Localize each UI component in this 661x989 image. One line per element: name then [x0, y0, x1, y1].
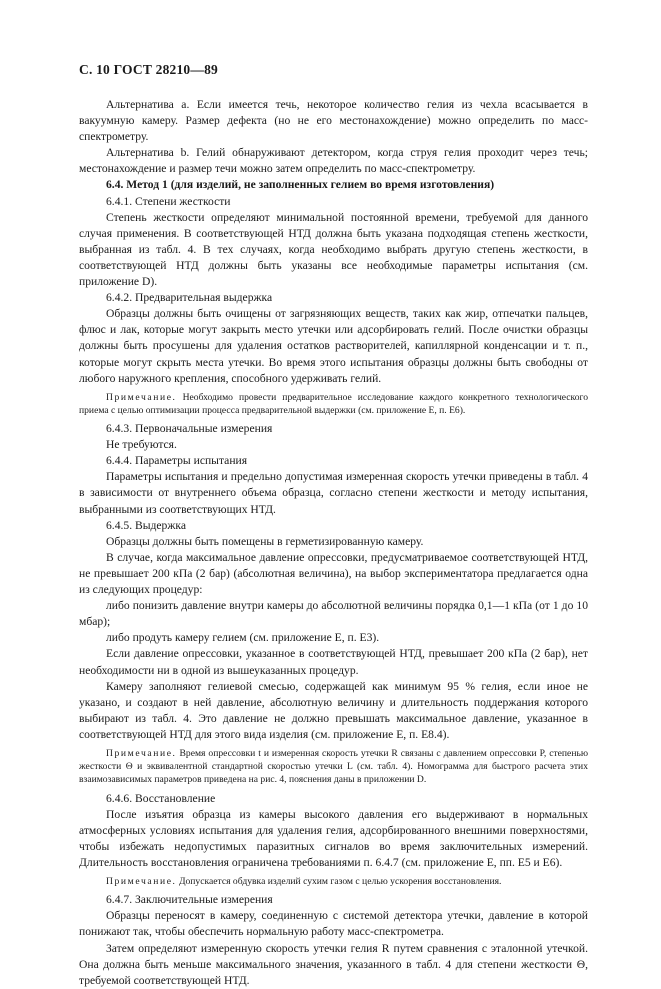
subsection-heading-6-4-7: 6.4.7. Заключительные измерения: [106, 893, 273, 907]
subsection-heading-6-4-6: 6.4.6. Восстановление: [106, 791, 216, 805]
note-label: Примечание.: [106, 876, 177, 888]
paragraph-conditioning-4: либо продуть камеру гелием (см. приложение Е, п. Е3).: [106, 631, 380, 645]
subsection-heading-6-4-3: 6.4.3. Первоначальные измерения: [106, 422, 273, 436]
paragraph-severity: Степень жесткости определяют минимальной постоянной времени, требуемой для данного случая применения. В соответствующей НТД должна быть указана подходящая степень жесткости, выбранная из табл. 4. В тех случаях, когда необходимо выбрать другую степень жесткости, в соответствующей НТД должны быть указаны все необходимые параметры испытания (см. приложение D).: [79, 210, 588, 289]
subsection-heading-6-4-4: 6.4.4. Параметры испытания: [106, 454, 248, 468]
subsection-heading-6-4-1: 6.4.1. Степени жесткости: [106, 194, 231, 208]
paragraph-conditioning-5: Если давление опрессовки, указанное в соответствующей НТД, превышает 200 кПа (2 бар), нет необходимости ни в одной из вышеуказанных процедур.: [79, 647, 588, 677]
paragraph-conditioning-3: либо понизить давление внутри камеры до абсолютной величины порядка 0,1—1 кПа (от 1 до 10 мбар);: [79, 599, 588, 629]
paragraph-initial-measurements: Не требуются.: [106, 438, 177, 452]
paragraph-recovery: После изъятия образца из камеры высокого давления его выдерживают в нормальных атмосферных условиях испытания для удаления гелия, адсорбированного внешними поверхностями, чтобы избежать недопустимых паразитных сигналов во время заключительных измерений. Длительность восстановления ограничена требованиями п. 6.4.7 (см. приложение Е, пп. Е5 и Е6).: [79, 807, 588, 869]
paragraph-conditioning-2: В случае, когда максимальное давление опрессовки, предусматриваемое соответствующей НТД, не превышает 200 кПа (2 бар) (абсолютная величина), на выбор экспериментатора предлагается одна из следующих процедур:: [79, 550, 588, 597]
note-recovery: [79, 875, 588, 888]
paragraph-final-1: Образцы переносят в камеру, соединенную с системой детектора утечки, давление в которой понижают так, чтобы обеспечить нормальную работу масс-спектрометра.: [79, 909, 588, 939]
note-preconditioning: [79, 391, 588, 417]
subsection-heading-6-4-2: 6.4.2. Предварительная выдержка: [106, 291, 273, 305]
note-text: Допускается обдувка изделий сухим газом с целью ускорения восстановления.: [176, 876, 502, 888]
note-text: Время опрессовки t и измеренная скорость утечки R связаны с давлением опрессовки P, степенью жесткости Θ и эквивалентной стандартной скоростью утечки L (см. табл. 4). Номограмма для быстрого расчета этих взаимозависимых параметров приведена на рис. 4, пояснения даны в приложении D.: [79, 747, 588, 786]
paragraph-conditioning-1: Образцы должны быть помещены в герметизированную камеру.: [106, 534, 424, 548]
paragraph-conditioning-6: Камеру заполняют гелиевой смесью, содержащей как минимум 95 % гелия, если иное не указано, и создают в ней давление, абсолютную величину и длительность поддержания которого выбирают из табл. 4. Это давление не должно превышать максимальное давление, указанное в соответствующей НТД для этого вида изделия (см. приложение Е, п. Е8.4).: [79, 679, 588, 741]
note-text: Необходимо провести предварительное исследование каждого конкретного технологического приема с целью оптимизации процесса предварительной выдержки (см. приложение Е, п. Е6).: [79, 391, 588, 416]
paragraph-alt-a: Альтернатива a. Если имеется течь, некоторое количество гелия из чехла всасывается в вакуумную камеру. Размер дефекта (но не его местонахождение) можно определить по масс-спектрометру.: [79, 98, 588, 144]
note-pressure: [79, 747, 588, 787]
page-header: С. 10 ГОСТ 28210—89: [79, 62, 218, 77]
document-body: [79, 97, 588, 989]
section-heading-6-4: 6.4. Метод 1 (для изделий, не заполненных гелием во время изготовления): [106, 178, 495, 192]
paragraph-alt-b: Альтернатива b. Гелий обнаруживают детектором, когда струя гелия проходит через течь; местонахождение и размер течи можно затем определить по масс-спектрометру.: [79, 146, 588, 176]
note-label: Примечание.: [106, 747, 177, 759]
paragraph-final-2: Затем определяют измеренную скорость утечки гелия R путем сравнения с эталонной утечкой. Она должна быть меньше максимального значения, указанного в табл. 4 для степени жесткости Θ, требуемой соответствующей НТД.: [79, 941, 588, 987]
paragraph-test-parameters: Параметры испытания и предельно допустимая измеренная скорость утечки приведены в табл. 4 в зависимости от внутреннего объема образца, согласно степени жесткости и методу испытания, выбранными из соответствующих НТД.: [79, 470, 588, 516]
paragraph-preconditioning: Образцы должны быть очищены от загрязняющих веществ, таких как жир, отпечатки пальцев, флюс и лак, которые могут закрыть место утечки или адсорбировать гелий. После очистки образцы должны быть просушены для удаления остатков растворителей, капиллярной конденсации и т. п., которые могут скрыть места утечки. Во время этого испытания образцы должны быть свободны от любого наружного крепления, способного удерживать гелий.: [79, 307, 588, 385]
note-label: Примечание.: [106, 391, 177, 403]
subsection-heading-6-4-5: 6.4.5. Выдержка: [106, 518, 186, 532]
